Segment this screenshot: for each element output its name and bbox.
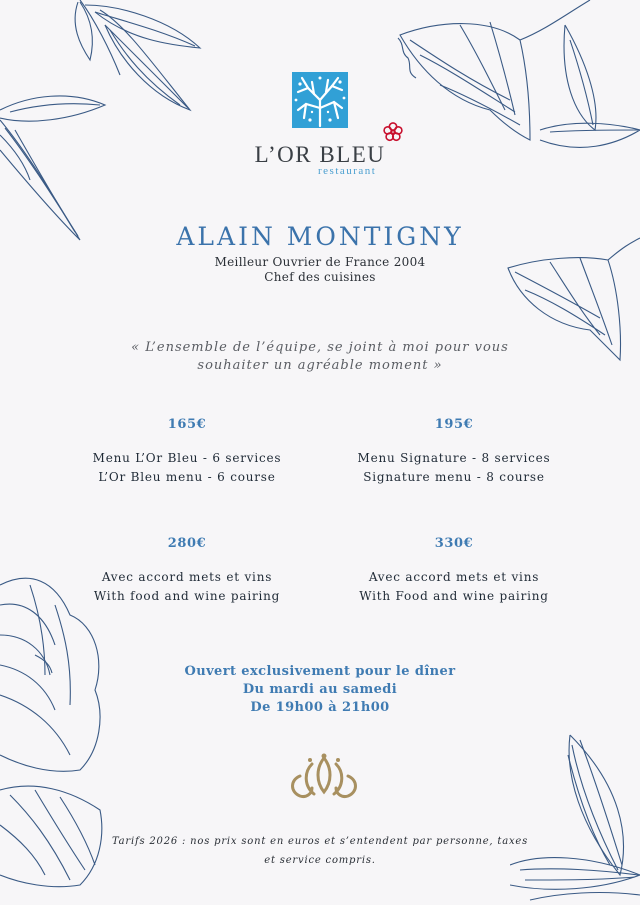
menu-price: 280€	[167, 536, 207, 551]
menu-line-french: Menu Signature - 8 services	[357, 451, 551, 465]
opening-hours-line-2: Du mardi au samedi	[242, 682, 398, 697]
flower-illustration-top-right-icon	[390, 0, 640, 370]
opening-hours-line-3: De 19h00 à 21h00	[250, 700, 390, 715]
brand-name: L’OR BLEU	[254, 142, 386, 167]
michelin-star-icon	[382, 121, 404, 143]
menu-item	[67, 417, 307, 487]
menu-price: 165€	[167, 417, 207, 432]
leaf-illustration-top-left-icon	[0, 0, 210, 250]
menu-item	[334, 417, 574, 487]
leaf-illustration-bottom-right-icon	[510, 725, 640, 905]
chef-title-line-2: Chef des cuisines	[264, 270, 376, 284]
chef-name: ALAIN MONTIGNY	[176, 222, 464, 251]
coral-logo-icon	[292, 72, 348, 128]
welcome-quote: « L’ensemble de l’équipe, se joint à moi pour vous souhaiter un agréable moment »	[131, 340, 509, 373]
brand-subtitle: restaurant	[318, 165, 377, 177]
menu-line-french: Menu L’Or Bleu - 6 services	[92, 451, 282, 465]
menu-line-english: Signature menu - 8 course	[363, 470, 545, 484]
menu-line-french: Avec accord mets et vins	[101, 570, 273, 584]
menu-item	[334, 536, 574, 606]
gold-lotus-emblem-icon	[286, 752, 362, 800]
opening-hours	[0, 663, 640, 717]
opening-hours-line-1: Ouvert exclusivement pour le dîner	[184, 664, 456, 679]
chef-title-line-1: Meilleur Ouvrier de France 2004	[214, 255, 426, 269]
flower-illustration-bottom-left-icon	[0, 565, 120, 905]
menu-item	[67, 536, 307, 606]
menu-line-english: With Food and wine pairing	[359, 589, 549, 603]
menu-line-french: Avec accord mets et vins	[368, 570, 540, 584]
pricing-footnote: Tarifs 2026 : nos prix sont en euros et s’entendent par personne, taxes et service compris.	[111, 836, 529, 866]
menu-price: 330€	[434, 536, 474, 551]
menu-line-english: With food and wine pairing	[93, 589, 281, 603]
menu-line-english: L’Or Bleu menu - 6 course	[98, 470, 276, 484]
menu-price: 195€	[434, 417, 474, 432]
